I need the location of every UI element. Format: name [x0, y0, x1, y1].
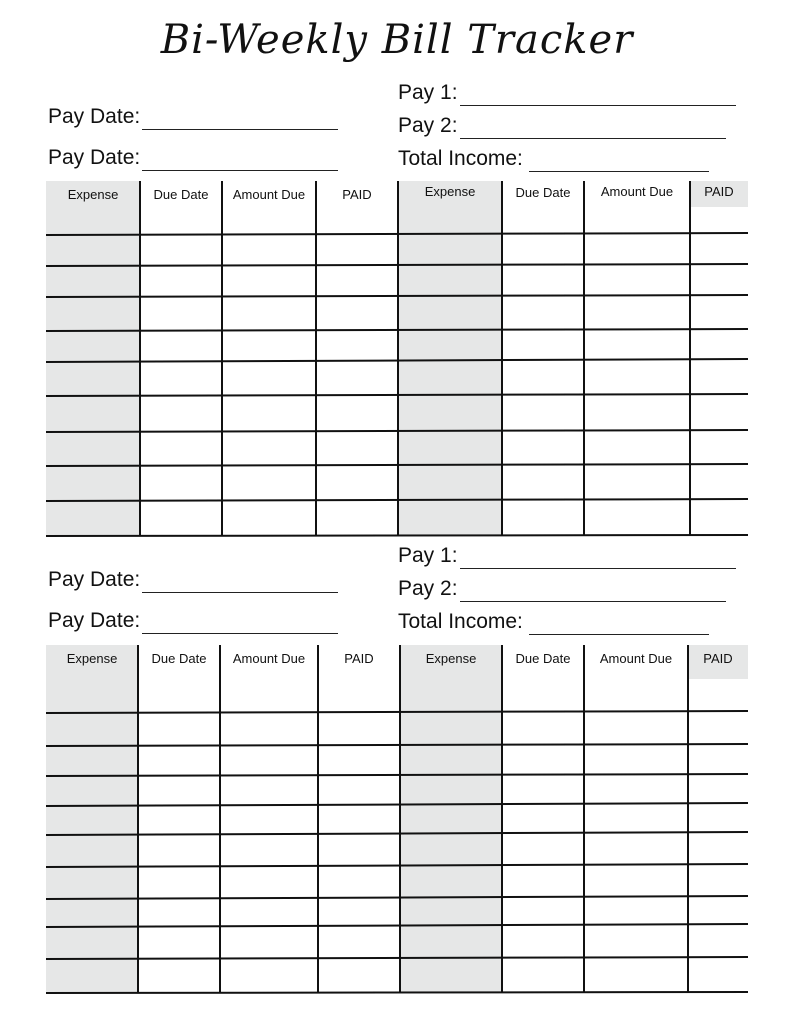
pay-date-label: Pay Date: [48, 609, 141, 632]
pay2-label: Pay 2: [398, 114, 458, 137]
col-header-expense: Expense [66, 651, 118, 666]
pay-date-field[interactable] [48, 104, 338, 130]
col-header-expense: Expense [424, 184, 476, 199]
col-header-due-date: Due Date [153, 187, 209, 202]
col-header-due-date: Due Date [515, 651, 571, 666]
total-income-line [529, 152, 709, 172]
col-header-expense: Expense [67, 187, 119, 202]
col-header-amount-due: Amount Due [599, 651, 673, 666]
pay2-field[interactable] [398, 113, 726, 139]
col-header-expense: Expense [425, 651, 477, 666]
total-income-label: Total Income: [398, 610, 523, 633]
pay1-field[interactable] [398, 543, 736, 569]
pay-date-field[interactable] [48, 608, 338, 634]
pay2-line [460, 119, 726, 139]
pay-date-label: Pay Date: [48, 568, 141, 591]
pay1-label: Pay 1: [398, 544, 458, 567]
expense-column-shade [46, 207, 140, 535]
col-header-paid: PAID [344, 651, 374, 666]
col-header-amount-due: Amount Due [232, 651, 306, 666]
col-header-amount-due: Amount Due [232, 187, 306, 202]
total-income-field[interactable] [398, 146, 709, 172]
pay1-line [460, 86, 736, 106]
bill-table-1 [46, 181, 748, 537]
pay-date-label: Pay Date: [48, 105, 141, 128]
pay1-label: Pay 1: [398, 81, 458, 104]
pay-date-field[interactable] [48, 145, 338, 171]
total-income-field[interactable] [398, 609, 709, 635]
total-income-label: Total Income: [398, 147, 523, 170]
pay1-line [460, 549, 736, 569]
pay-date-field[interactable] [48, 567, 338, 593]
pay2-field[interactable] [398, 576, 726, 602]
total-income-line [529, 615, 709, 635]
pay1-field[interactable] [398, 80, 736, 106]
col-header-due-date: Due Date [151, 651, 207, 666]
col-header-amount-due: Amount Due [600, 184, 674, 199]
col-header-paid: PAID [704, 184, 734, 199]
pay-date-line [142, 614, 338, 634]
col-header-due-date: Due Date [515, 185, 571, 200]
pay2-line [460, 582, 726, 602]
pay2-label: Pay 2: [398, 577, 458, 600]
pay-date-line [142, 573, 338, 593]
col-header-paid: PAID [703, 651, 733, 666]
pay-date-label: Pay Date: [48, 146, 141, 169]
pay-date-line [142, 110, 338, 130]
page-title: Bi-Weekly Bill Tracker [160, 17, 634, 63]
expense-column-shade [46, 679, 138, 993]
bill-table-2 [46, 645, 748, 995]
expense-column-shade [400, 679, 502, 993]
pay-date-line [142, 151, 338, 171]
expense-column-shade [398, 207, 502, 535]
col-header-paid: PAID [342, 187, 372, 202]
